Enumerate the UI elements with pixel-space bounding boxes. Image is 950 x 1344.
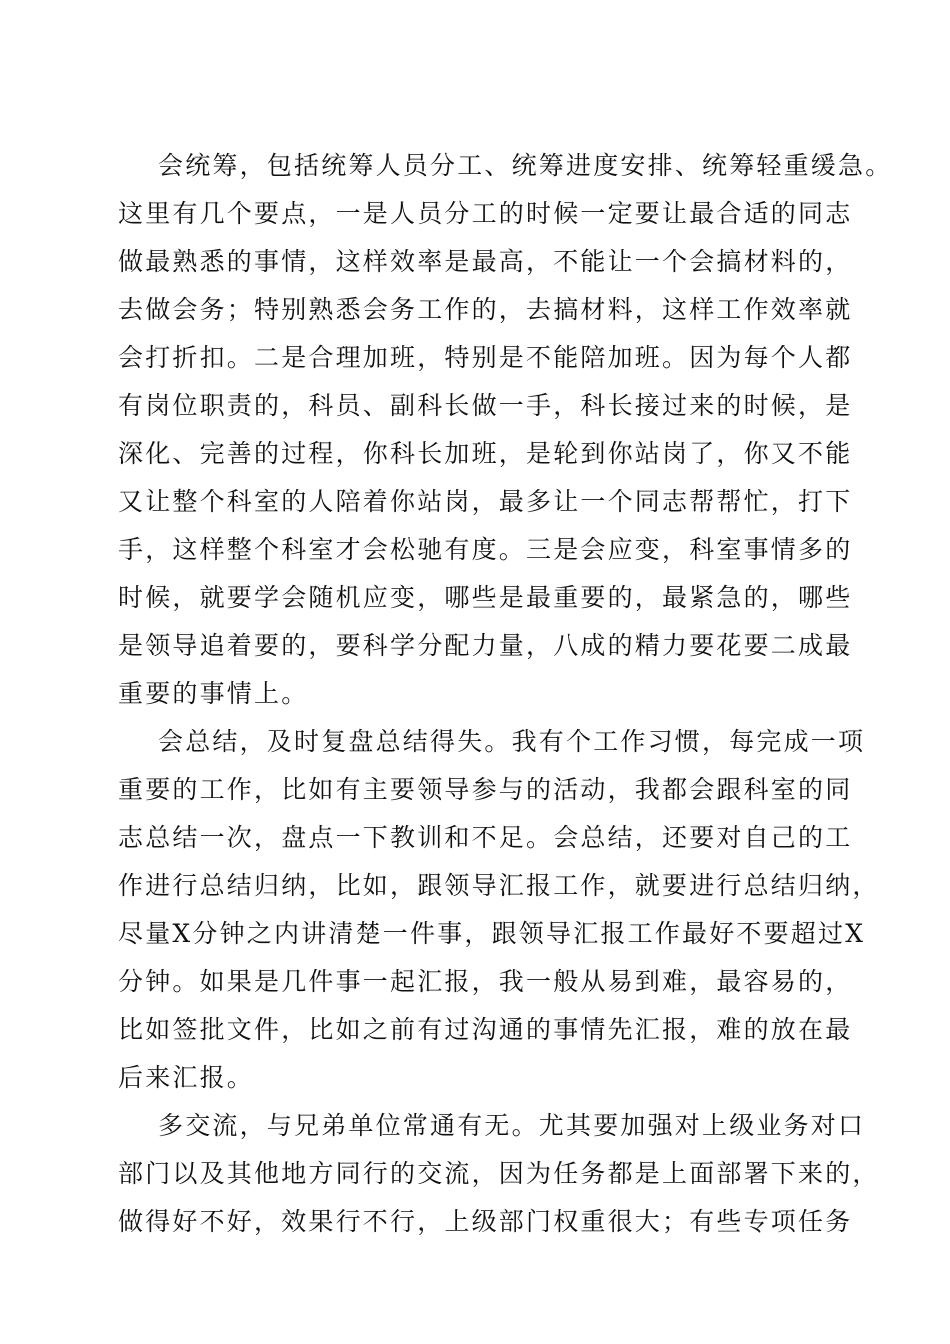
paragraph-1-line: 手，这样整个科室才会松驰有度。三是会应变，科室事情多的 bbox=[118, 535, 853, 564]
paragraph-2-line: 尽量X分钟之内讲清楚一件事，跟领导汇报工作最好不要超过X bbox=[118, 919, 866, 948]
paragraph-3-line: 部门以及其他地方同行的交流，因为任务都是上面部署下来的， bbox=[118, 1159, 880, 1188]
paragraph-2-line: 比如签批文件，比如之前有过沟通的事情先汇报，难的放在最 bbox=[118, 1015, 853, 1044]
paragraph-1-line: 这里有几个要点，一是人员分工的时候一定要让最合适的同志 bbox=[118, 199, 853, 228]
paragraph-2-line: 志总结一次，盘点一下教训和不足。会总结，还要对自己的工 bbox=[118, 823, 853, 852]
paragraph-1-line: 会统筹，包括统筹人员分工、统筹进度安排、统筹轻重缓急。 bbox=[158, 151, 893, 180]
paragraph-2-line: 会总结，及时复盘总结得失。我有个工作习惯，每完成一项 bbox=[158, 727, 866, 756]
paragraph-3-line: 多交流，与兄弟单位常通有无。尤其要加强对上级业务对口 bbox=[158, 1111, 866, 1140]
paragraph-1-line: 会打折扣。二是合理加班，特别是不能陪加班。因为每个人都 bbox=[118, 343, 853, 372]
paragraph-2-line: 分钟。如果是几件事一起汇报，我一般从易到难，最容易的， bbox=[118, 967, 853, 996]
paragraph-2-line: 作进行总结归纳，比如，跟领导汇报工作，就要进行总结归纳， bbox=[118, 871, 880, 900]
paragraph-1-line: 深化、完善的过程，你科长加班，是轮到你站岗了，你又不能 bbox=[118, 439, 853, 468]
paragraph-1-line: 有岗位职责的，科员、副科长做一手，科长接过来的时候，是 bbox=[118, 391, 853, 420]
paragraph-1-line: 时候，就要学会随机应变，哪些是最重要的，最紧急的，哪些 bbox=[118, 583, 853, 612]
paragraph-1-line: 做最熟悉的事情，这样效率是最高，不能让一个会搞材料的， bbox=[118, 247, 853, 276]
paragraph-3-line: 做得好不好，效果行不行，上级部门权重很大；有些专项任务 bbox=[118, 1207, 853, 1236]
paragraph-1-line: 去做会务；特别熟悉会务工作的，去搞材料，这样工作效率就 bbox=[118, 295, 853, 324]
paragraph-1-line: 是领导追着要的，要科学分配力量，八成的精力要花要二成最 bbox=[118, 631, 853, 660]
paragraph-2-line: 重要的工作，比如有主要领导参与的活动，我都会跟科室的同 bbox=[118, 775, 853, 804]
paragraph-1-line: 重要的事情上。 bbox=[118, 679, 309, 708]
paragraph-1-line: 又让整个科室的人陪着你站岗，最多让一个同志帮帮忙，打下 bbox=[118, 487, 853, 516]
paragraph-2-line: 后来汇报。 bbox=[118, 1063, 255, 1092]
